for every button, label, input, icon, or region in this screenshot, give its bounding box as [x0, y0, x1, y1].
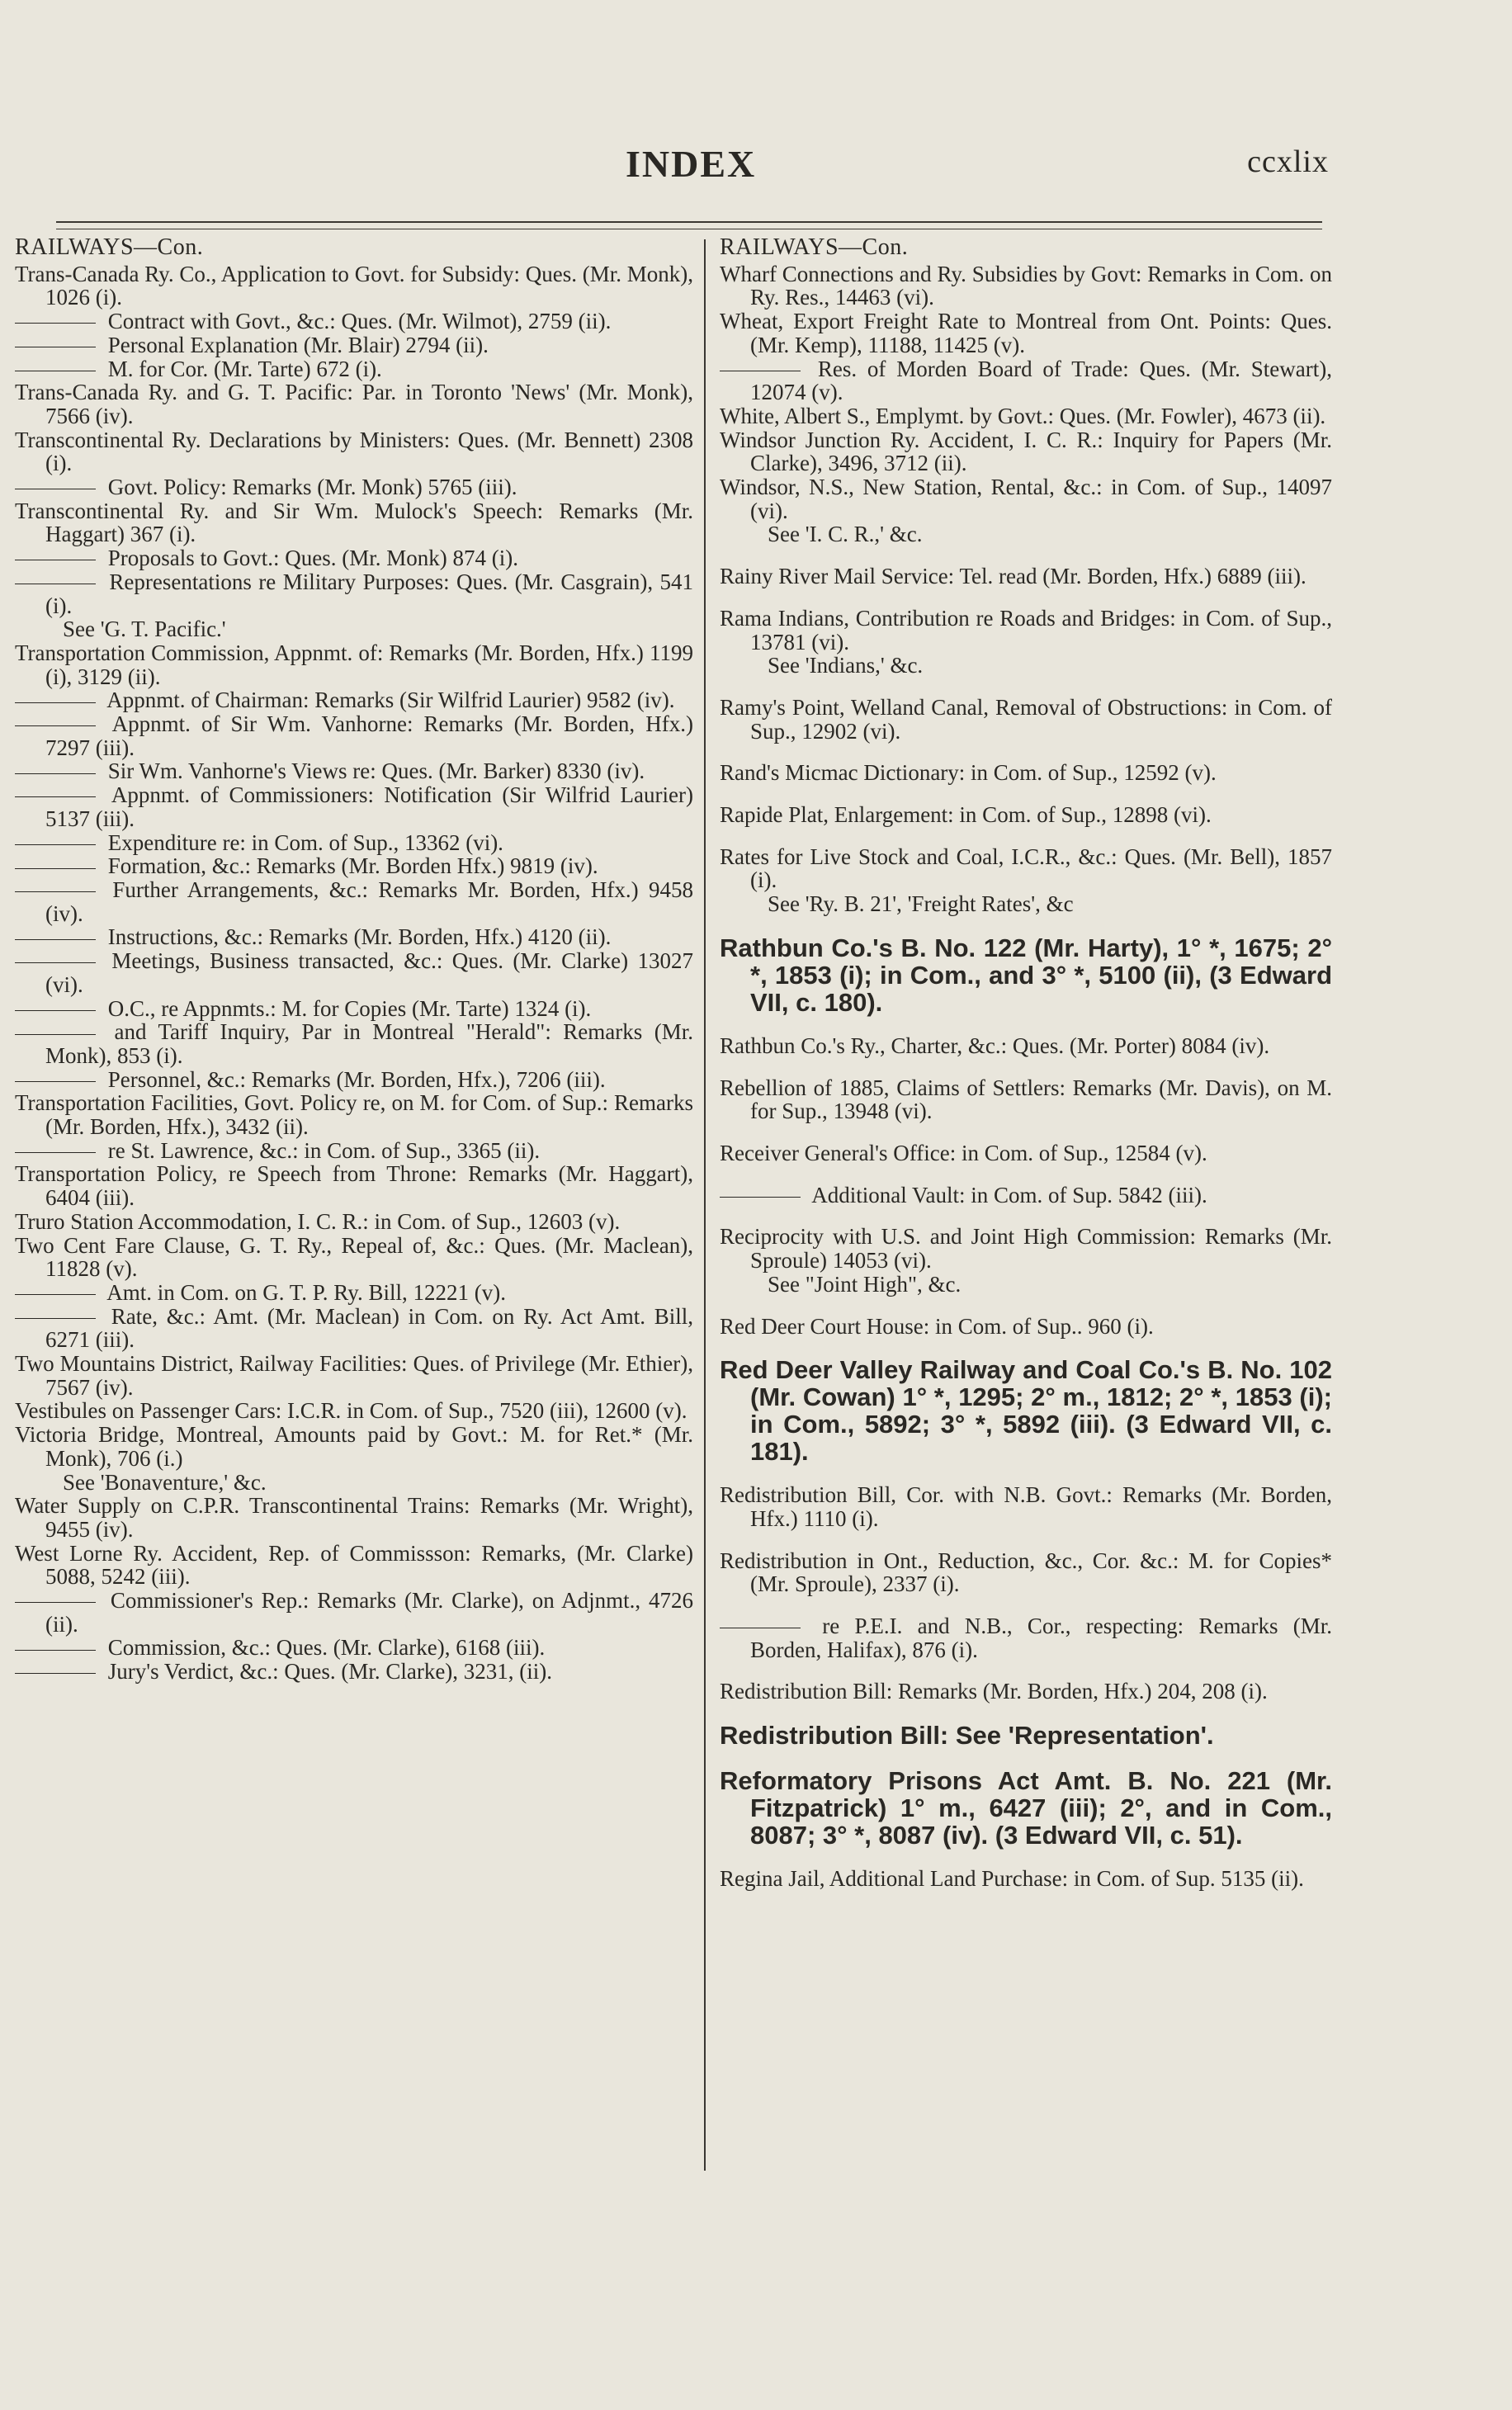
dash-rule — [15, 702, 96, 703]
index-entry: Meetings, Business transacted, &c.: Ques. (Mr. Clarke) 13027 (vi). — [15, 949, 698, 996]
dash-rule — [15, 939, 96, 940]
index-entry: Transcontinental Ry. Declarations by Ministers: Ques. (Mr. Bennett) 2308 (i). — [15, 427, 693, 476]
index-entry: Rathbun Co.'s Ry., Charter, &c.: Ques. (Mr. Porter) 8084 (iv). — [720, 1033, 1270, 1058]
page-title: INDEX — [626, 143, 757, 185]
see-reference: See 'Indians,' &c. — [768, 653, 924, 678]
header-rule — [56, 221, 1322, 223]
column-heading: RAILWAYS—Con. — [15, 234, 204, 260]
index-entry: re St. Lawrence, &c.: in Com. of Sup., 3365 (ii). — [15, 1139, 698, 1163]
dash-rule — [15, 796, 96, 797]
index-entry: Victoria Bridge, Montreal, Amounts paid by Govt.: M. for Ret.* (Mr. Monk), 706 (i.) — [15, 1422, 693, 1471]
dash-rule — [15, 773, 96, 774]
index-entry: Sir Wm. Vanhorne's Views re: Ques. (Mr. Barker) 8330 (iv). — [15, 759, 698, 783]
index-entry: Windsor, N.S., New Station, Rental, &c.: in Com. of Sup., 14097 (vi). — [720, 475, 1332, 523]
index-entry: Two Cent Fare Clause, G. T. Ry., Repeal of, &c.: Ques. (Mr. Maclean), 11828 (v). — [15, 1232, 693, 1282]
see-reference: See 'Ry. B. 21', 'Freight Rates', &c — [768, 891, 1074, 917]
index-entry: Amt. in Com. on G. T. P. Ry. Bill, 12221 (v). — [15, 1281, 698, 1305]
dash-rule — [720, 1197, 801, 1198]
dash-rule — [15, 1010, 96, 1011]
see-reference: See 'G. T. Pacific.' — [63, 617, 226, 642]
index-entry: Personnel, &c.: Remarks (Mr. Borden, Hfx.), 7206 (iii). — [15, 1068, 698, 1092]
index-entry: Transportation Policy, re Speech from Throne: Remarks (Mr. Haggart), 6404 (iii). — [15, 1161, 693, 1211]
index-entry: Redistribution in Ont., Reduction, &c., Cor. &c.: M. for Copies* (Mr. Sproule), 2337 (i). — [720, 1548, 1332, 1597]
index-entry: Redistribution Bill, Cor. with N.B. Govt.: Remarks (Mr. Borden, Hfx.) 1110 (i). — [720, 1482, 1332, 1531]
index-entry: Wharf Connections and Ry. Subsidies by Govt: Remarks in Com. on Ry. Res., 14463 (vi). — [720, 261, 1332, 310]
index-entry: Reciprocity with U.S. and Joint High Commission: Remarks (Mr. Sproule) 14053 (vi). — [720, 1224, 1332, 1274]
index-entry: Appnmt. of Chairman: Remarks (Sir Wilfrid Laurier) 9582 (iv). — [15, 688, 698, 712]
index-entry: Additional Vault: in Com. of Sup. 5842 (iii). — [720, 1184, 1337, 1207]
index-entry: Redistribution Bill: Remarks (Mr. Borden, Hfx.) 204, 208 (i). — [720, 1679, 1268, 1704]
index-entry: Rapide Plat, Enlargement: in Com. of Sup., 12898 (vi). — [720, 802, 1212, 828]
dash-rule — [15, 962, 96, 963]
index-entry: Commission, &c.: Ques. (Mr. Clarke), 6168 (iii). — [15, 1636, 698, 1660]
dash-rule — [15, 1602, 96, 1603]
index-entry: Two Mountains District, Railway Facilities: Ques. of Privilege (Mr. Ethier), 7567 (iv). — [15, 1351, 693, 1400]
dash-rule — [15, 1152, 96, 1153]
bill-entry: Rathbun Co.'s B. No. 122 (Mr. Harty), 1° *, 1675; 2° *, 1853 (i); in Com., and 3° *, 5100 (ii), (3 Edward VII, c. 180). — [720, 933, 1332, 1017]
index-entry: Truro Station Accommodation, I. C. R.: in Com. of Sup., 12603 (v). — [15, 1208, 621, 1234]
dash-rule — [15, 1650, 96, 1651]
dash-rule — [15, 891, 96, 892]
dash-rule — [15, 725, 96, 726]
index-entry: Wheat, Export Freight Rate to Montreal from Ont. Points: Ques. (Mr. Kemp), 11188, 11425 (v). — [720, 309, 1332, 357]
index-entry: Red Deer Court House: in Com. of Sup.. 960 (i). — [720, 1313, 1154, 1339]
index-entry: White, Albert S., Emplymt. by Govt.: Ques. (Mr. Fowler), 4673 (ii). — [720, 403, 1326, 428]
dash-rule — [15, 1673, 96, 1674]
see-reference: See 'I. C. R.,' &c. — [768, 522, 923, 547]
index-entry: Transportation Commission, Appnmt. of: Remarks (Mr. Borden, Hfx.) 1199 (i), 3129 (ii). — [15, 640, 693, 689]
index-entry: Transcontinental Ry. and Sir Wm. Mulock's Speech: Remarks (Mr. Haggart) 367 (i). — [15, 498, 693, 547]
index-entry: Res. of Morden Board of Trade: Ques. (Mr. Stewart), 12074 (v). — [720, 357, 1337, 404]
index-entry: O.C., re Appnmts.: M. for Copies (Mr. Tarte) 1324 (i). — [15, 997, 698, 1021]
index-entry: Rand's Micmac Dictionary: in Com. of Sup., 12592 (v). — [720, 760, 1217, 786]
index-entry: Rates for Live Stock and Coal, I.C.R., &c.: Ques. (Mr. Bell), 1857 (i). — [720, 844, 1332, 893]
left-column — [15, 236, 698, 1684]
index-entry: Transportation Facilities, Govt. Policy re, on M. for Com. of Sup.: Remarks (Mr. Borden, Hfx.), 3432 (ii). — [15, 1090, 693, 1140]
index-entry: Regina Jail, Additional Land Purchase: in Com. of Sup. 5135 (ii). — [720, 1866, 1304, 1892]
index-entry: re P.E.I. and N.B., Cor., respecting: Remarks (Mr. Borden, Halifax), 876 (i). — [720, 1614, 1337, 1661]
index-entry: Personal Explanation (Mr. Blair) 2794 (ii). — [15, 333, 698, 357]
index-entry: Contract with Govt., &c.: Ques. (Mr. Wilmot), 2759 (ii). — [15, 310, 698, 333]
index-entry: Ramy's Point, Welland Canal, Removal of Obstructions: in Com. of Sup., 12902 (vi). — [720, 694, 1332, 744]
index-entry: Commissioner's Rep.: Remarks (Mr. Clarke), on Adjnmt., 4726 (ii). — [15, 1589, 698, 1636]
index-entry: Further Arrangements, &c.: Remarks Mr. Borden, Hfx.) 9458 (iv). — [15, 878, 698, 925]
index-entry: Rama Indians, Contribution re Roads and Bridges: in Com. of Sup., 13781 (vi). — [720, 605, 1332, 654]
dash-rule — [15, 1318, 96, 1319]
index-entry: Instructions, &c.: Remarks (Mr. Borden, Hfx.) 4120 (ii). — [15, 925, 698, 949]
dash-rule — [15, 1081, 96, 1082]
index-entry: Windsor Junction Ry. Accident, I. C. R.: Inquiry for Papers (Mr. Clarke), 3496, 3712 (ii). — [720, 427, 1332, 476]
dash-rule — [15, 1034, 96, 1035]
index-entry: Govt. Policy: Remarks (Mr. Monk) 5765 (iii). — [15, 475, 698, 499]
dash-rule — [15, 1294, 96, 1295]
index-entry: M. for Cor. (Mr. Tarte) 672 (i). — [15, 357, 698, 381]
dash-rule — [15, 323, 96, 324]
index-entry: Receiver General's Office: in Com. of Sup., 12584 (v). — [720, 1140, 1207, 1165]
bill-entry: Reformatory Prisons Act Amt. B. No. 221 (Mr. Fitzpatrick) 1° m., 6427 (iii); 2°, and in Com., 8087; 3° *, 8087 (iv). (3 Edward VII, c. 51). — [720, 1766, 1332, 1850]
index-entry: Rainy River Mail Service: Tel. read (Mr. Borden, Hfx.) 6889 (iii). — [720, 564, 1306, 589]
index-entry: Trans-Canada Ry. and G. T. Pacific: Par. in Toronto 'News' (Mr. Monk), 7566 (iv). — [15, 380, 693, 428]
bill-entry: Red Deer Valley Railway and Coal Co.'s B. No. 102 (Mr. Cowan) 1° *, 1295; 2° m., 1812; 2° *, 1853 (i); in Com., 5892; 3° *, 5892 (iii). (3 Edward VII, c. 181). — [720, 1355, 1332, 1467]
index-entry: Representations re Military Purposes: Ques. (Mr. Casgrain), 541 (i). — [15, 570, 698, 617]
index-entry: Rebellion of 1885, Claims of Settlers: Remarks (Mr. Davis), on M. for Sup., 13948 (vi). — [720, 1075, 1332, 1124]
index-entry: Vestibules on Passenger Cars: I.C.R. in Com. of Sup., 7520 (iii), 12600 (v). — [15, 1398, 687, 1424]
index-entry: Water Supply on C.P.R. Transcontinental Trains: Remarks (Mr. Wright), 9455 (iv). — [15, 1493, 693, 1542]
index-entry: Appnmt. of Sir Wm. Vanhorne: Remarks (Mr. Borden, Hfx.) 7297 (iii). — [15, 712, 698, 759]
index-entry: West Lorne Ry. Accident, Rep. of Commissson: Remarks, (Mr. Clarke) 5088, 5242 (iii). — [15, 1540, 693, 1590]
page-number: ccxlix — [1247, 144, 1329, 179]
index-entry: and Tariff Inquiry, Par in Montreal "Herald": Remarks (Mr. Monk), 853 (i). — [15, 1020, 698, 1067]
column-divider — [704, 239, 706, 2171]
bill-entry: Redistribution Bill: See 'Representation'. — [720, 1721, 1214, 1751]
index-entry: Formation, &c.: Remarks (Mr. Borden Hfx.) 9819 (iv). — [15, 854, 698, 878]
see-reference: See "Joint High", &c. — [768, 1271, 962, 1297]
index-entry: Proposals to Govt.: Ques. (Mr. Monk) 874 (i). — [15, 546, 698, 570]
dash-rule — [15, 844, 96, 845]
index-entry: Expenditure re: in Com. of Sup., 13362 (vi). — [15, 831, 698, 855]
dash-rule — [15, 868, 96, 869]
right-column — [720, 236, 1337, 1891]
index-entry: Jury's Verdict, &c.: Ques. (Mr. Clarke), 3231, (ii). — [15, 1660, 698, 1684]
column-heading: RAILWAYS—Con. — [720, 234, 909, 260]
index-entry: Appnmt. of Commissioners: Notification (Sir Wilfrid Laurier) 5137 (iii). — [15, 783, 698, 830]
see-reference: See 'Bonaventure,' &c. — [63, 1469, 267, 1495]
index-entry: Trans-Canada Ry. Co., Application to Govt. for Subsidy: Ques. (Mr. Monk), 1026 (i). — [15, 261, 693, 310]
index-entry: Rate, &c.: Amt. (Mr. Maclean) in Com. on Ry. Act Amt. Bill, 6271 (iii). — [15, 1305, 698, 1352]
